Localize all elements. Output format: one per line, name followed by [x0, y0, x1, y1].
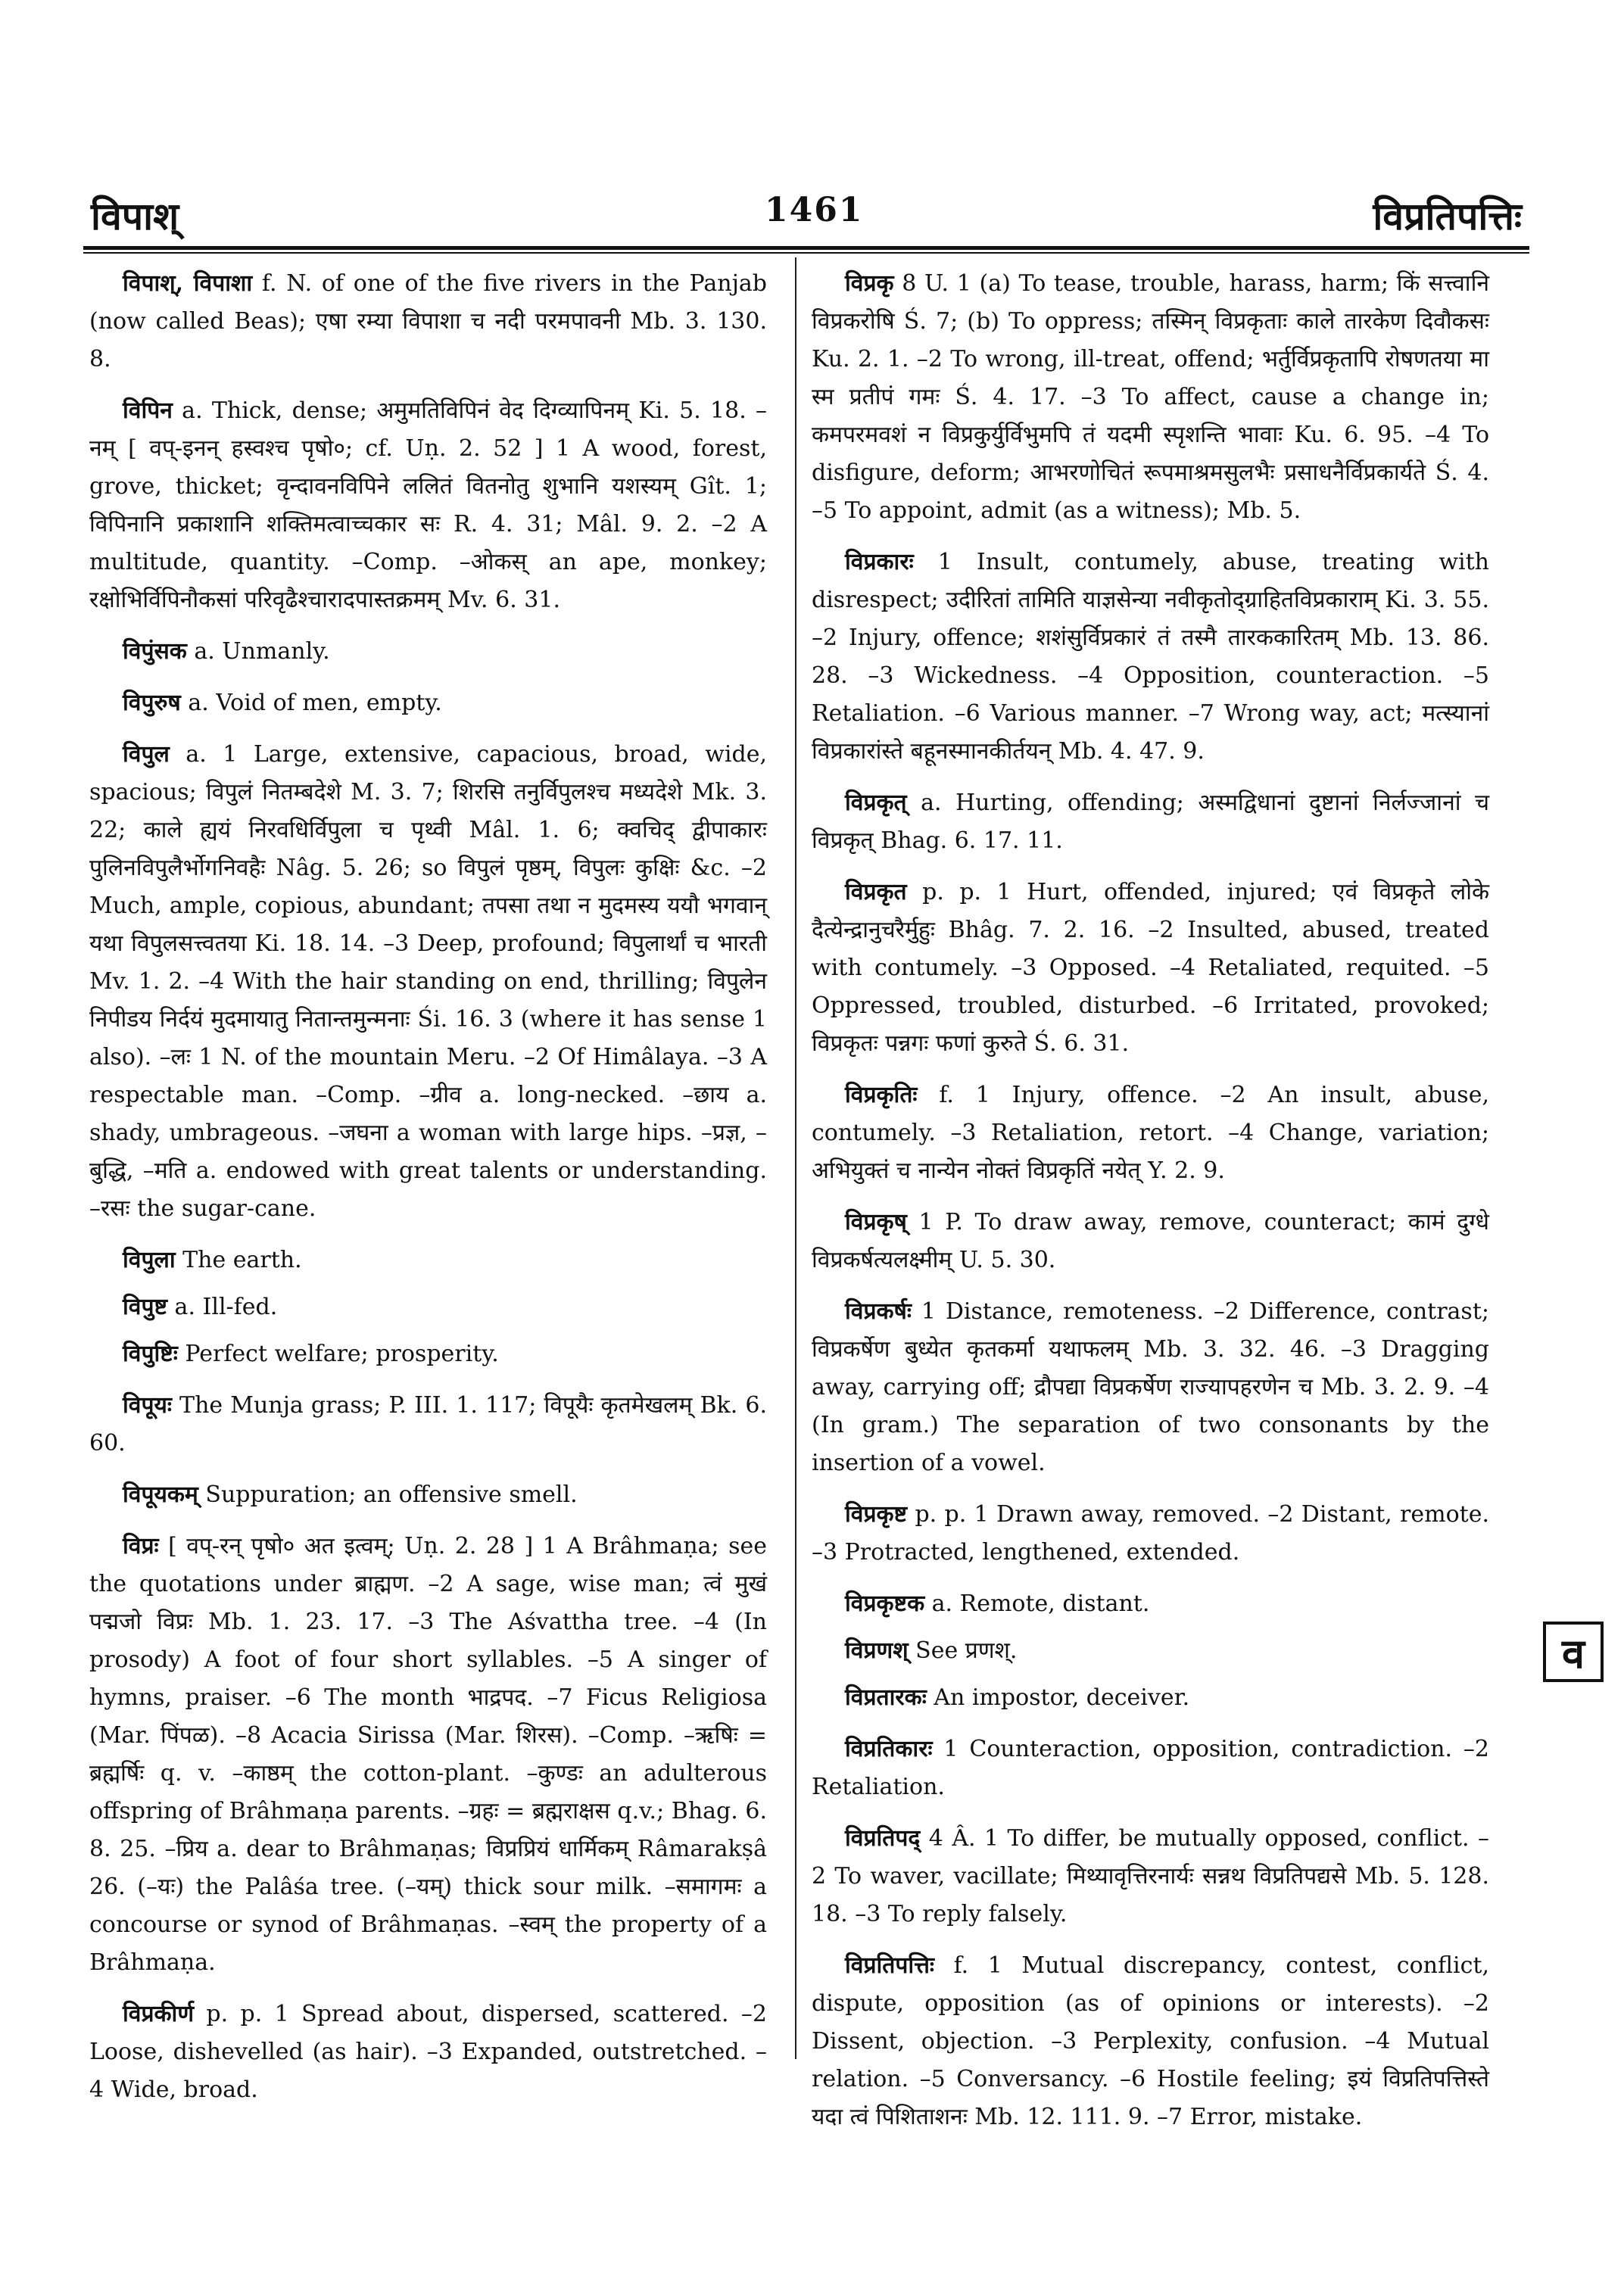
entry-definition: a. Unmanly. [186, 638, 330, 665]
entry-definition: p. p. 1 Spread about, dispersed, scattered. –2 Loose, dishevelled (as hair). –3 Expanded, outstretched. –4 Wide, broad. [89, 2001, 767, 2103]
dictionary-entry [812, 1731, 1489, 1806]
entry-headword: विप्रतिकारः [845, 1736, 933, 1762]
dictionary-entry [89, 633, 767, 671]
entry-definition: 1 Distance, remoteness. –2 Difference, contrast; विप्रकर्षेण बुध्येत कृतकर्मा यथाफलम् Mb. 3. 32. 46. –3 Dragging away, carrying off; द्रौपद्या विप्रकर्षेण राज्यापहरणेन च Mb. 3. 2. 9. –4 (In gram.) The separation of two consonants by the insertion of a vowel. [812, 1298, 1489, 1476]
entry-definition: a. Thick, dense; अमुमतिविपिनं वेद दिग्व्यापिनम् Ki. 5. 18. –नम् [ वप्-इनन् हस्वश्च पृषो०; cf. Uṇ. 2. 52 ] 1 A wood, forest, grove, thicket; वृन्दावनविपिने ललितं वितनोतु शुभानि यशस्यम् Gît. 1; विपिनानि प्रकाशानि शक्तिमत्वाच्चकार सः R. 4. 31; Mâl. 9. 2. –2 A multitude, quantity. –Comp. –ओकस् an ape, monkey; रक्षोभिर्विपिनौकसां परिवृढैश्चारादपास्तक्रमम् Mv. 6. 31. [89, 397, 767, 613]
entry-headword: विपुला [123, 1247, 176, 1273]
entry-headword: विप्रकृष्ट [845, 1501, 908, 1528]
dictionary-entry [89, 1995, 767, 2109]
entry-definition: 1 Counteraction, opposition, contradiction. –2 Retaliation. [812, 1736, 1489, 1800]
entry-headword: विप्रः [123, 1533, 159, 1559]
entry-definition: 8 U. 1 (a) To tease, trouble, harass, harm; किं सत्त्वानि विप्रकरोषि Ś. 7; (b) To oppress; तस्मिन् विप्रकृताः काले तारकेण दिवौकसः Ku. 2. 1. –2 To wrong, ill-treat, offend; भर्तुर्विप्रकृतापि रोषणतया मा स्म प्रतीपं गमः Ś. 4. 17. –3 To affect, cause a change in; कमपरमवशं न विप्रकुर्युर्विभुमपि तं यदमी स्पृशन्ति भावाः Ku. 6. 95. –4 To disfigure, deform; आभरणोचितं रूपमाश्रमसुलभैः प्रसाधनैर्विप्रकार्यते Ś. 4. –5 To appoint, admit (as a witness); Mb. 5. [812, 270, 1489, 524]
entry-definition: a. 1 Large, extensive, capacious, broad, wide, spacious; विपुलं नितम्बदेशे M. 3. 7; शिरसि तनुर्विपुलश्च मध्यदेशे Mk. 3. 22; काले ह्ययं निरवधिर्विपुला च पृथ्वी Mâl. 1. 6; क्वचिद् द्वीपाकारः पुलिनविपुलैर्भोगनिवहैः Nâg. 5. 26; so विपुलं पृष्ठम्, विपुलः कुक्षिः &c. –2 Much, ample, copious, abundant; तपसा तथा न मुदमस्य ययौ भगवान् यथा विपुलसत्त्वतया Ki. 18. 14. –3 Deep, profound; विपुलार्थां च भारती Mv. 1. 2. –4 With the hair standing on end, thrilling; विपुलेन निपीडय निर्दयं मुदमायातु नितान्तमुन्मनाः Śi. 16. 3 (where it has sense 1 also). –लः 1 N. of the mountain Meru. –2 Of Himâlaya. –3 A respectable man. –Comp. –ग्रीव a. long-necked. –छाय a. shady, umbrageous. –जघना a woman with large hips. –प्रज्ञ, –बुद्धि, –मति a. endowed with great talents or understanding. –रसः the sugar-cane. [89, 741, 767, 1222]
entry-headword: विपिन [123, 397, 173, 424]
entry-headword: विप्रकृष् [845, 1209, 907, 1235]
entry-headword: विप्रतिपत्तिः [845, 1952, 934, 1979]
page-number: 1461 [765, 191, 864, 229]
entry-headword: विपाश्, विपाशा [123, 270, 253, 297]
entry-definition: f. 1 Mutual discrepancy, contest, conflict, dispute, opposition (as of opinions or interests). –2 Dissent, objection. –3 Perplexity, confusion. –4 Mutual relation. –5 Conversancy. –6 Hostile feeling; इयं विप्रतिपत्तिस्ते यदा त्वं पिशिताशनः Mb. 12. 111. 9. –7 Error, mistake. [812, 1952, 1489, 2130]
dictionary-entry [89, 684, 767, 722]
entry-headword: विप्रकृष्टक [845, 1590, 925, 1617]
entry-definition: 4 Â. 1 To differ, be mutually opposed, conflict. –2 To waver, vacillate; मिथ्यावृत्तिरनार्यः सन्नथ विप्रतिपद्यसे Mb. 5. 128. 18. –3 To reply falsely. [812, 1825, 1489, 1927]
entry-definition: a. Void of men, empty. [180, 690, 442, 716]
left-running-headword: विपाश् [91, 194, 179, 238]
entry-headword: विपूयः [123, 1392, 172, 1419]
dictionary-entry [89, 1387, 767, 1463]
entry-headword: विपुरुष [123, 690, 181, 716]
entry-headword: विपुल [123, 741, 170, 768]
entry-definition: Suppuration; an offensive smell. [198, 1481, 578, 1508]
entry-headword: विपुष्ट [123, 1294, 168, 1320]
right-column [812, 265, 1489, 2150]
entry-headword: विप्रतिपद् [845, 1825, 921, 1852]
dictionary-entry [812, 1293, 1489, 1482]
dictionary-entry [89, 392, 767, 619]
entry-headword: विप्रकृत् [845, 790, 907, 816]
entry-headword: विप्रणश् [845, 1637, 909, 1664]
dictionary-entry [812, 1947, 1489, 2136]
entry-definition: a. Remote, distant. [924, 1590, 1150, 1617]
entry-definition: a. Ill-fed. [167, 1294, 278, 1320]
dictionary-entry [812, 1632, 1489, 1670]
column-divider [795, 257, 796, 2059]
left-column [89, 265, 767, 2123]
dictionary-entry [89, 1288, 767, 1326]
entry-headword: विप्रकृत [845, 879, 907, 905]
header-rule-thick [83, 246, 1529, 250]
entry-headword: विप्रकृ [845, 270, 894, 297]
entry-definition: [ वप्-रन् पृषो० अत इत्वम्; Uṇ. 2. 28 ] 1 A Brâhmaṇa; see the quotations under ब्राह्मण. –2 A sage, wise man; त्वं मुखं पद्मजो विप्रः Mb. 1. 23. 17. –3 The Aśvattha tree. –4 (In prosody) A foot of four short syllables. –5 A singer of hymns, praiser. –6 The month भाद्रपद. –7 Ficus Religiosa (Mar. पिंपळ). –8 Acacia Sirissa (Mar. शिरस). –Comp. –ऋषिः = ब्रह्मर्षिः q. v. –काष्ठम् the cotton-plant. –कुण्डः an adulterous offspring of Brâhmaṇa parents. –ग्रहः = ब्रह्मराक्षस q.v.; Bhag. 6. 8. 25. –प्रिय a. dear to Brâhmaṇas; विप्रप्रियं धार्मिकम् Râmarakṣâ 26. (–यः) the Palâśa tree. (–यम्) thick sour milk. –समागमः a concourse or synod of Brâhmaṇas. –स्वम् the property of a Brâhmaṇa. [89, 1533, 767, 1976]
dictionary-entry [89, 1476, 767, 1514]
entry-definition: Perfect welfare; prosperity. [177, 1341, 499, 1367]
page-header [0, 0, 1624, 257]
dictionary-entry [812, 265, 1489, 530]
dictionary-entry [812, 1585, 1489, 1623]
entry-headword: विप्रकर्षः [845, 1298, 912, 1325]
entry-definition: The earth. [175, 1247, 302, 1273]
entry-headword: विपूयकम् [123, 1481, 198, 1508]
entry-headword: विपुंसक [123, 638, 187, 665]
dictionary-entry [812, 1820, 1489, 1933]
entry-definition: See प्रणश्. [908, 1637, 1018, 1664]
entry-definition: 1 Insult, contumely, abuse, treating with disrespect; उदीरितां तामिति याज्ञसेन्या नवीकृतोद्ग्राहितविप्रकाराम् Ki. 3. 55. –2 Injury, offence; शशंसुर्विप्रकारं तं तस्मै तारककारितम् Mb. 13. 86. 28. –3 Wickedness. –4 Opposition, counteraction. –5 Retaliation. –6 Various manner. –7 Wrong way, act; मत्स्यानां विप्रकारांस्ते बहूनस्मानकीर्तयन् Mb. 4. 47. 9. [812, 549, 1489, 765]
dictionary-entry [812, 544, 1489, 771]
dictionary-entry [812, 1496, 1489, 1572]
entry-definition: p. p. 1 Hurt, offended, injured; एवं विप्रकृते लोके दैत्येन्द्रानुचरैर्मुहुः Bhâg. 7. 2. 16. –2 Insulted, abused, treated with contumely. –3 Opposed. –4 Retaliated, requited. –5 Oppressed, troubled, disturbed. –6 Irritated, provoked; विप्रकृतः पन्नगः फणां कुरुते Ś. 6. 31. [812, 879, 1489, 1057]
dictionary-entry [812, 1076, 1489, 1190]
entry-headword: विप्रतारकः [845, 1684, 927, 1711]
entry-headword: विपुष्टिः [123, 1341, 178, 1367]
thumb-index-tab: व [1543, 1622, 1604, 1682]
dictionary-entry [812, 1679, 1489, 1717]
dictionary-entry [89, 1335, 767, 1373]
entry-headword: विप्रकृतिः [845, 1082, 918, 1108]
dictionary-entry [812, 874, 1489, 1063]
dictionary-entry [812, 784, 1489, 860]
entry-definition: f. 1 Injury, offence. –2 An insult, abuse, contumely. –3 Retaliation, retort. –4 Change, variation; अभियुक्तं च नान्येन नोक्तं विप्रकृतिं नयेत् Y. 2. 9. [812, 1082, 1489, 1184]
entry-definition: f. N. of one of the five rivers in the Panjab (now called Beas); एषा रम्या विपाशा च नदी परमपावनी Mb. 3. 130. 8. [89, 270, 767, 372]
entry-definition: An impostor, deceiver. [926, 1684, 1190, 1711]
dictionary-entry [89, 1242, 767, 1279]
dictionary-entry [812, 1204, 1489, 1279]
right-running-headword: विप्रतिपत्तिः [1373, 194, 1522, 238]
dictionary-entry [89, 1528, 767, 1982]
entry-definition: 1 P. To draw away, remove, counteract; कामं दुग्धे विप्रकर्षत्यलक्ष्मीम् U. 5. 30. [812, 1209, 1489, 1273]
entry-headword: विप्रकीर्ण [123, 2001, 195, 2027]
dictionary-entry [89, 736, 767, 1228]
entry-definition: The Munja grass; P. III. 1. 117; विपूयैः कृतमेखलम् Bk. 6. 60. [89, 1392, 767, 1456]
header-rule-thin [83, 252, 1529, 254]
entry-definition: p. p. 1 Drawn away, removed. –2 Distant, remote. –3 Protracted, lengthened, extended. [812, 1501, 1489, 1566]
entry-definition: a. Hurting, offending; अस्मद्विधानां दुष्टानां निर्लज्जानां च विप्रकृत् Bhag. 6. 17. 11. [812, 790, 1489, 854]
entry-headword: विप्रकारः [845, 549, 914, 575]
dictionary-entry [89, 265, 767, 379]
